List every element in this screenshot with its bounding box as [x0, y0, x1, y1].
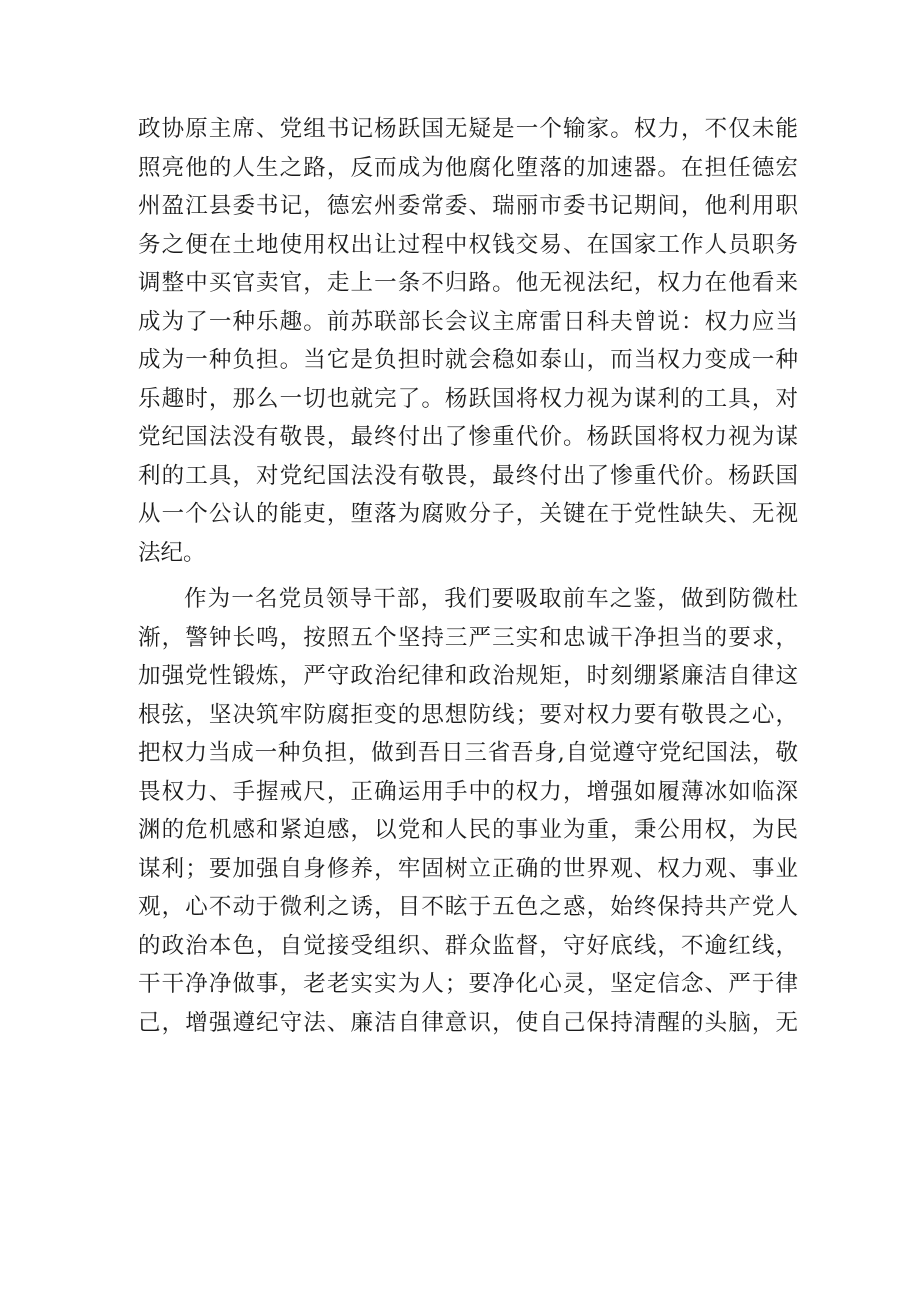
- text-line: 观，心不动于微利之诱，目不眩于五色之惑，始终保持共产党人: [138, 894, 798, 920]
- text-line: 己，增强遵纪守法、廉洁自律意识，使自己保持清醒的头脑，无: [138, 1009, 798, 1036]
- text-line: 政协原主席、党组书记杨跃国无疑是一个输家。权力，不仅未能: [138, 116, 798, 142]
- text-line: 把权力当成一种负担，做到吾日三省吾身,自觉遵守党纪国法，敬: [138, 740, 798, 766]
- text-line: 渊的危机感和紧迫感，以党和人民的事业为重，秉公用权，为民: [138, 817, 798, 843]
- text-line: 根弦，坚决筑牢防腐拒变的思想防线；要对权力要有敬畏之心，: [138, 701, 798, 728]
- paragraph: [138, 110, 798, 572]
- text-line: 谋利；要加强自身修养，牢固树立正确的世界观、权力观、事业: [138, 855, 798, 882]
- paragraph-spacer: [138, 572, 798, 580]
- text-line: 照亮他的人生之路，反而成为他腐化堕落的加速器。在担任德宏: [138, 154, 798, 181]
- text-line: 畏权力、手握戒尺，正确运用手中的权力，增强如履薄冰如临深: [138, 778, 798, 805]
- text-line: 党纪国法没有敬畏，最终付出了惨重代价。杨跃国将权力视为谋: [138, 424, 798, 450]
- text-line: 作为一名党员领导干部，我们要吸取前车之鉴，做到防微杜: [184, 586, 798, 612]
- text-line: 务之便在土地使用权出让过程中权钱交易、在国家工作人员职务: [138, 231, 798, 258]
- text-line: 调整中买官卖官，走上一条不归路。他无视法纪，权力在他看来: [138, 270, 798, 296]
- text-line: 乐趣时，那么一切也就完了。杨跃国将权力视为谋利的工具，对: [138, 385, 798, 412]
- text-line: 州盈江县委书记，德宏州委常委、瑞丽市委书记期间，他利用职: [138, 193, 798, 219]
- text-line: 利的工具，对党纪国法没有敬畏，最终付出了惨重代价。杨跃国: [138, 462, 798, 489]
- text-line: 从一个公认的能吏，堕落为腐败分子，关键在于党性缺失、无视: [138, 501, 798, 527]
- text-line: 的政治本色，自觉接受组织、群众监督，守好底线，不逾红线，: [138, 932, 798, 959]
- text-line: 渐，警钟长鸣，按照五个坚持三严三实和忠诚干净担当的要求，: [138, 624, 798, 651]
- text-line: 干干净净做事，老老实实为人；要净化心灵，坚定信念、严于律: [138, 971, 798, 997]
- text-line: 法纪。: [138, 539, 206, 566]
- text-line: 成为一种负担。当它是负担时就会稳如泰山，而当权力变成一种: [138, 347, 798, 373]
- document-body: [138, 110, 798, 1042]
- text-line: 加强党性锻炼，严守政治纪律和政治规矩，时刻绷紧廉洁自律这: [138, 663, 798, 689]
- text-line: 成为了一种乐趣。前苏联部长会议主席雷日科夫曾说：权力应当: [138, 308, 798, 335]
- paragraph: [138, 580, 798, 1042]
